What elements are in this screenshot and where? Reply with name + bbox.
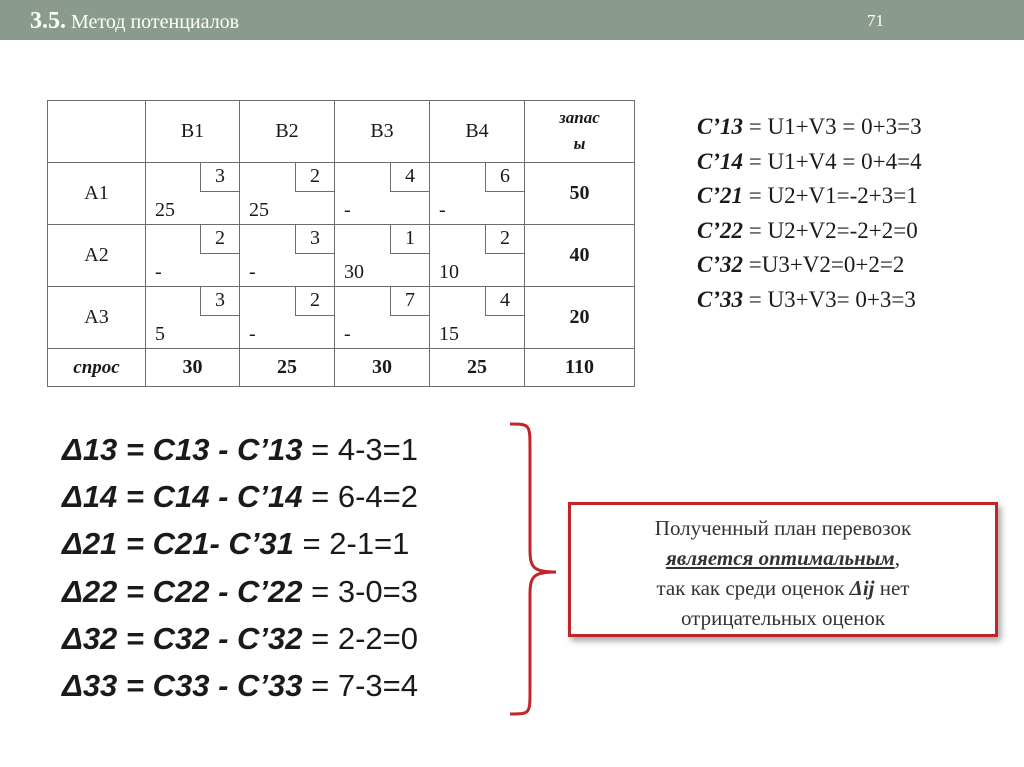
table-cell (146, 225, 240, 287)
col-header-b1: B1 (146, 101, 240, 163)
delta-expr: = 6-4=2 (302, 479, 419, 515)
stock-value: 40 (525, 225, 635, 287)
delta-label: Δ14 = C14 - C’14 (62, 479, 303, 515)
table-cell (430, 163, 525, 225)
table-cell (240, 287, 335, 349)
cost-value: 2 (485, 225, 524, 254)
table-cell (335, 163, 430, 225)
row-label: A3 (48, 287, 146, 349)
shipment-value: - (439, 199, 446, 221)
conclusion-line3-post: нет (874, 576, 910, 600)
stock-value: 20 (525, 287, 635, 349)
shipment-value: - (344, 199, 351, 221)
delta-label: Δ32 = C32 - C’32 (62, 620, 303, 656)
cost-value: 4 (485, 287, 524, 316)
cprime-line (697, 214, 922, 249)
section-number: 3.5. (30, 8, 66, 34)
cost-value: 3 (200, 163, 239, 192)
conclusion-line4: отрицательных оценок (680, 606, 886, 630)
delta-expr: = 2-2=0 (302, 620, 419, 656)
conclusion-comma: , (894, 546, 900, 570)
table-cell (240, 163, 335, 225)
col-header-b3: B3 (335, 101, 430, 163)
delta-estimates-list (62, 426, 418, 709)
table-cell (335, 287, 430, 349)
delta-expr: = 3-0=3 (302, 573, 419, 609)
table-cell (430, 287, 525, 349)
cost-value: 4 (390, 163, 429, 192)
delta-line (62, 520, 418, 567)
shipment-value: - (249, 261, 256, 283)
section-title: Метод потенциалов (66, 11, 240, 33)
stock-value: 50 (525, 163, 635, 225)
cprime-label: C’13 (697, 114, 743, 139)
demand-row (48, 349, 635, 387)
slide-header (0, 0, 1024, 40)
stock-header-line2: ы (573, 134, 586, 153)
demand-label: спрос (48, 349, 146, 387)
cost-value: 2 (295, 287, 334, 316)
shipment-value: - (249, 323, 256, 345)
cprime-label: C’33 (697, 286, 743, 312)
cost-value: 7 (390, 287, 429, 316)
cost-value: 2 (295, 163, 334, 192)
delta-expr: = 2-1=1 (293, 526, 410, 562)
conclusion-emphasis: является оптимальным (666, 546, 895, 570)
demand-value: 30 (146, 349, 240, 387)
table-cell (240, 225, 335, 287)
conclusion-box (568, 502, 998, 637)
delta-line (62, 426, 418, 473)
cost-value: 3 (295, 225, 334, 254)
cprime-label: C’22 (697, 217, 743, 243)
total-value: 110 (525, 349, 635, 387)
cost-value: 3 (200, 287, 239, 316)
stock-header-line1: запас (559, 108, 600, 127)
delta-label: Δ22 = C22 - C’22 (62, 573, 303, 609)
demand-value: 25 (430, 349, 525, 387)
transport-table (47, 100, 635, 387)
conclusion-line1: Полученный план перевозок (654, 516, 912, 540)
shipment-value: - (155, 261, 162, 283)
conclusion-line3 (571, 573, 995, 603)
cprime-expr: = U1+V3 = 0+3=3 (743, 114, 922, 139)
delta-expr: = 4-3=1 (302, 432, 419, 467)
page-number: 71 (867, 11, 884, 30)
delta-line (62, 615, 418, 662)
shipment-value: 10 (439, 261, 459, 283)
cprime-expr: = U2+V1=-2+3=1 (743, 183, 918, 208)
cprime-label: C’32 (697, 252, 743, 277)
shipment-value: 15 (439, 323, 459, 345)
cost-value: 6 (485, 163, 524, 192)
cprime-label: C’14 (697, 148, 743, 174)
estimated-costs-list (697, 110, 922, 317)
cprime-line (697, 248, 922, 283)
stock-header (525, 101, 635, 163)
cprime-expr: = U2+V2=-2+2=0 (743, 217, 918, 243)
table-cell (146, 163, 240, 225)
cprime-line (697, 110, 922, 145)
shipment-value: 5 (155, 323, 165, 345)
delta-label: Δ33 = C33 - C’33 (62, 668, 303, 704)
cprime-line (697, 145, 922, 180)
cprime-expr: =U3+V2=0+2=2 (743, 252, 905, 277)
cprime-line (697, 179, 922, 214)
curly-brace-icon (500, 420, 564, 720)
shipment-value: 30 (344, 261, 364, 283)
demand-value: 25 (240, 349, 335, 387)
delta-expr: = 7-3=4 (302, 668, 419, 704)
conclusion-line3-pre: так как среди оценок (656, 576, 850, 600)
table-cell (430, 225, 525, 287)
table-row (48, 225, 635, 287)
row-label: A2 (48, 225, 146, 287)
delta-label: Δ21 = C21- C’31 (62, 526, 294, 562)
slide-title (30, 8, 239, 35)
col-header-b4: B4 (430, 101, 525, 163)
cost-value: 2 (200, 225, 239, 254)
row-label: A1 (48, 163, 146, 225)
shipment-value: 25 (249, 199, 269, 221)
table-cell (146, 287, 240, 349)
conclusion-line2 (571, 543, 995, 573)
cprime-expr: = U1+V4 = 0+4=4 (743, 148, 922, 174)
delta-line (62, 568, 418, 615)
table-cell (335, 225, 430, 287)
demand-value: 30 (335, 349, 430, 387)
shipment-value: - (344, 323, 351, 345)
table-row (48, 287, 635, 349)
corner-cell (48, 101, 146, 163)
delta-label: Δ13 = C13 - C’13 (62, 432, 303, 467)
col-header-b2: B2 (240, 101, 335, 163)
table-row (48, 163, 635, 225)
conclusion-delta: Δij (849, 576, 875, 600)
cost-value: 1 (390, 225, 429, 254)
cprime-line (697, 283, 922, 318)
cprime-expr: = U3+V3= 0+3=3 (743, 286, 916, 312)
shipment-value: 25 (155, 199, 175, 221)
delta-line (62, 473, 418, 520)
delta-line (62, 662, 418, 709)
cprime-label: C’21 (697, 183, 743, 208)
